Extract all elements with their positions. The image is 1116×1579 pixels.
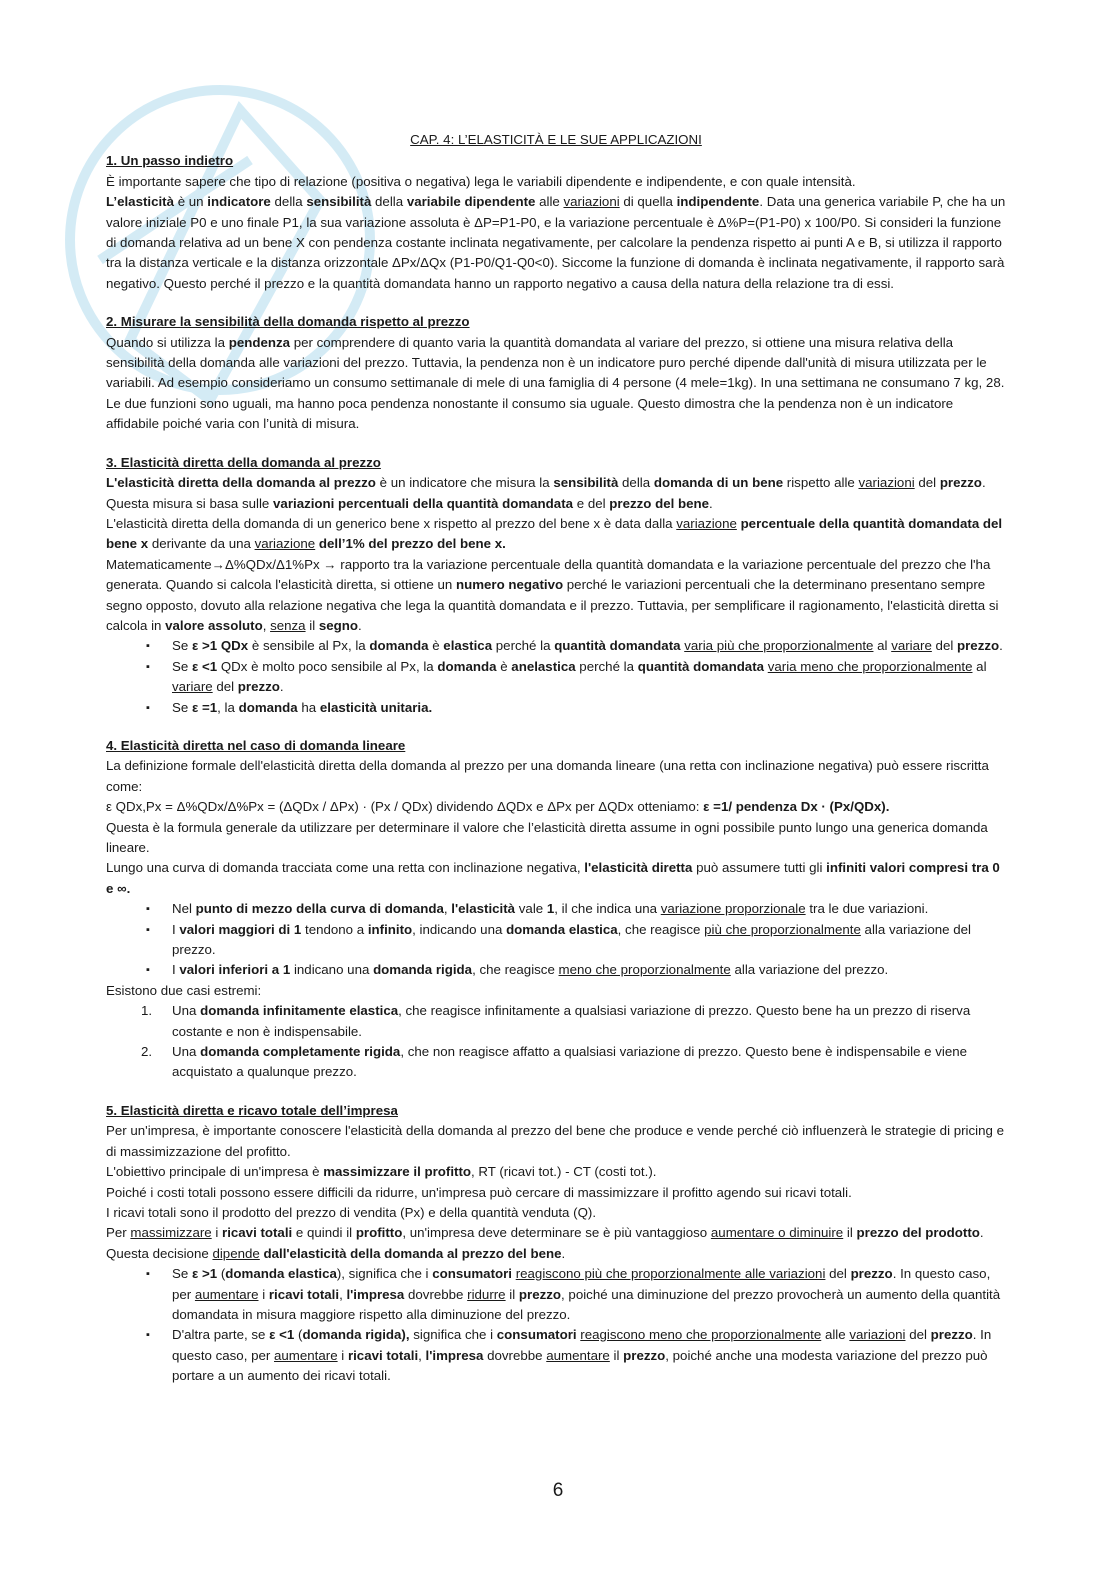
text-span: l'elasticità [451,901,516,917]
text-span: variazione proporzionale [660,901,806,917]
text-span: della [270,194,307,210]
text-span: reagiscono meno che proporzionalmente [580,1327,822,1343]
section-5 [106,1101,1006,1387]
text-span: Una [172,1044,201,1060]
section-3 [106,453,1006,718]
text-span: , il che indica una [554,901,661,917]
text-span: del [825,1266,851,1282]
text-span: I [172,921,180,937]
text-span: numero negativo [455,577,564,593]
text-span: aumentare [274,1347,338,1363]
section-4-numbered [106,1001,1006,1083]
text-span: ricavi totali [268,1286,340,1302]
text-span: prezzo [237,679,280,695]
text-span: è sensibile al Px, la [248,638,370,654]
text-span: il [505,1286,519,1302]
text-span: perché le variazioni percentuali che la determinano presentano sempre segno opposto, dovuto alla relazione negativa che lega la quantità domandata e il prezzo. Tuttavia, per semplificare il ragionamento, l'elasticità diretta si calcola in [106,577,999,633]
text-span: , la [217,699,239,715]
text-span: ricavi totali [222,1225,293,1241]
text-span: vale [515,901,547,917]
text-span: consumatori [432,1266,512,1282]
list-item [172,657,1006,698]
text-span: prezzo [939,475,982,491]
text-span: . [709,495,713,511]
text-span: ε <1 [191,658,218,674]
section-5-para-5 [106,1223,1006,1264]
text-span: e quindi il [292,1225,356,1241]
list-item [172,1325,1006,1386]
list-item [172,1264,1006,1325]
list-number: 1. [141,1003,153,1019]
section-3-heading: 3. Elasticità diretta della domanda al prezzo [106,454,381,470]
text-span: per comprendere di quanto varia la quantità domandata al variare del prezzo, si ottiene una misura relativa della sensibilità della domanda alle variazioni del prezzo. Tuttavia, la pendenza non è un indicatore puro perché dipende dall'unità di misura utilizzata per le variabili. Ad esempio consideriamo un consumo settimanale di mele di una famiglia di 4 persone (4 mele=1kg). In una settimana ne consumano 7 kg, 28. Le due funzioni sono uguali, ma hanno poca pendenza nonostante il consumo sia uguale. Questo dimostra che la pendenza non è un indicatore affidabile poiché varia con l’unità di misura. [106,334,1005,432]
text-span: L’elasticità [106,194,174,210]
text-span: del [212,679,238,695]
text-span: profitto [355,1225,403,1241]
text-span: . [358,617,362,633]
text-span: prezzo del bene [609,495,710,511]
section-5-para-2 [106,1162,1006,1182]
list-item [172,960,1006,980]
section-4-para-3: Questa è la formula generale da utilizzare per determinare il valore che l’elasticità diretta assume in ogni possibile punto lungo una generica domanda lineare. [106,819,988,855]
text-span: ε =1/ pendenza Dx · (Px/QDx). [703,799,890,815]
text-span: variare [891,638,932,654]
text-span: . [561,1245,566,1261]
text-span: variazione [676,515,737,531]
text-span: infiniti valori compresi tra 0 e ∞. [106,860,1000,896]
text-span: del [931,638,957,654]
text-span: consumatori [496,1327,577,1343]
text-span: . [999,638,1003,654]
text-span: D'altra parte, se [172,1327,270,1343]
text-span: domanda [437,658,497,674]
text-span: quantità domandata [554,638,681,654]
text-span: della [618,475,654,491]
section-4-bullets [106,899,1006,981]
text-span: , un'impresa deve determinare se è più vantaggioso [402,1225,711,1241]
text-span: Nel [172,901,196,917]
chapter-title: CAP. 4: L’ELASTICITÀ E LE SUE APPLICAZIONI [410,132,702,147]
text-span: Matematicamente→Δ%QDx/Δ1%Px → rapporto tra la variazione percentuale della quantità domandata e la variazione percentuale del prezzo che l'ha generata. Quando si calcola l'elasticità diretta, si ottiene un [106,556,991,593]
text-span: infinito [367,921,413,937]
text-span: varia meno che proporzionalmente [767,658,973,674]
text-span: , che reagisce [617,921,705,937]
text-span: dell’1% del prezzo del bene x. [318,536,506,552]
text-span: prezzo [930,1327,973,1343]
text-span: ridurre [467,1286,506,1302]
text-span: l'impresa [425,1347,484,1363]
text-span: significa che i [409,1327,497,1343]
text-span: . [279,679,284,695]
section-5-heading: 5. Elasticità diretta e ricavo totale dell’impresa [106,1102,398,1118]
text-span: tendono a [301,921,368,937]
text-span: massimizzare il profitto [323,1164,471,1180]
text-span: Lungo una curva di domanda tracciata come una retta con inclinazione negativa, [106,860,585,876]
text-span: L'elasticità diretta della domanda di un generico bene x rispetto al prezzo del bene x è data dalla [106,515,677,531]
text-span: indipendente [676,194,760,210]
text-span: prezzo [850,1266,893,1282]
text-span: ), significa che i [336,1266,433,1282]
text-span: , indicando una [412,921,507,937]
text-span: prezzo [623,1347,666,1363]
text-span: i [211,1225,223,1241]
text-span: Per [106,1225,131,1241]
text-span: L'elasticità diretta della domanda al prezzo [106,475,376,491]
list-item [141,1001,1006,1042]
text-span: . In questo caso, per [172,1327,992,1363]
section-2 [106,312,1006,434]
text-span: variazioni [849,1327,906,1343]
section-5-para-3: Poiché i costi totali possono essere difficili da ridurre, un'impresa può cercare di massimizzare il profitto agendo sui ricavi totali. [106,1184,852,1200]
text-span: ε <1 [269,1327,295,1343]
text-span: . Data una generica variabile P, che ha un valore iniziale P0 e uno finale P1, la sua variazione assoluta è ΔP=P1-P0, e la variazione percentuale è Δ%P=(P1-P0) x 100/P0. Si consideri la funzione di domanda relativa ad un bene X con pendenza costante inclinata negativamente, per calcolare la pendenza rispetto ai punti A e B, si utilizza il rapporto tra la distanza verticale e la distanza orizzontale ΔPx/ΔQx (P1-P0/Q1-Q0<0). Siccome la funzione di domanda è inclinata negativamente, il rapporto sarà negativo. Questo perché il prezzo e la quantità domandata hanno un rapporto negativo a causa della natura della relazione tra di essi. [106,194,1006,291]
text-span: i [337,1347,348,1363]
text-span: segno [318,617,359,633]
text-span: prezzo del prodotto [856,1225,980,1241]
section-2-body [106,333,1006,435]
text-span: è un indicatore che misura la [375,475,554,491]
text-span: ( [294,1327,303,1343]
text-span: alle [535,194,564,210]
section-4-para-1: La definizione formale dell'elasticità diretta della domanda al prezzo per una domanda lineare (una retta con inclinazione negativa) può essere riscritta come: [106,758,989,794]
document-page [106,130,1006,1405]
text-span: più che proporzionalmente [704,921,861,937]
list-item [172,899,1006,919]
section-1 [106,151,1006,294]
text-span: l'elasticità diretta [584,860,693,876]
text-span: al [873,638,892,654]
section-4-formula [106,797,1006,817]
text-span: del [914,475,940,491]
text-span: alla variazione del prezzo. [730,962,889,978]
text-span: elastica [443,638,493,654]
text-span: rispetto alle [783,475,859,491]
text-span: al [972,658,987,674]
section-3-para-1 [106,473,1006,514]
text-span: valori inferiori a 1 [179,962,291,978]
text-span: alle [821,1327,850,1343]
text-span: meno che proporzionalmente [558,962,731,978]
text-span: L'obiettivo principale di un'impresa è [106,1164,324,1180]
text-span: , poiché una diminuzione del prezzo provocherà un aumento della quantità domandata in misura maggiore rispetto alla diminuzione del prezzo. [172,1286,1001,1322]
text-span: , [418,1347,426,1363]
text-span: , RT (ricavi tot.) - CT (costi tot.). [471,1164,657,1180]
text-span: perché la [575,658,638,674]
text-span: elasticità unitaria. [319,699,433,715]
text-span: ha [297,699,320,715]
text-span: anelastica [511,658,576,674]
section-4-para-5: Esistono due casi estremi: [106,982,262,998]
text-span: variazioni [563,194,620,210]
text-span: quantità domandata [637,658,765,674]
text-span: , che non reagisce affatto a qualsiasi variazione di prezzo. Questo bene è indispensabile e viene acquistato a qualunque prezzo. [172,1044,968,1080]
text-span: Una [172,1003,201,1019]
text-span: massimizzare [130,1225,212,1241]
text-span: indicatore [207,194,271,210]
text-span: il [843,1225,857,1241]
text-span: Quando si utilizza la [106,334,229,350]
text-span: , [443,901,452,917]
text-span: valori maggiori di 1 [179,921,302,937]
section-5-para-4: I ricavi totali sono il prodotto del prezzo di vendita (Px) e della quantità venduta (Q). [106,1204,597,1220]
text-span: del [905,1327,931,1343]
text-span: indicano una [290,962,374,978]
text-span: . In questo caso, per [172,1266,991,1302]
section-3-para-2 [106,514,1006,555]
text-span: senza [270,617,306,633]
text-span: variazione [254,536,316,552]
text-span: , [339,1286,347,1302]
text-span: ε QDx,Px = Δ%QDx/Δ%Px = (ΔQDx / ΔPx) · (Px / QDx) dividendo ΔQDx e ΔPx per ΔQDx otteniamo: [106,799,704,815]
text-span: derivante da una [148,536,255,552]
text-span: perché la [492,638,555,654]
text-span: può assumere tutti gli [692,860,827,876]
section-4-heading: 4. Elasticità diretta nel caso di domanda lineare [106,737,406,753]
text-span: sensibilità [553,475,619,491]
text-span: ricavi totali [347,1347,419,1363]
text-span: pendenza [228,334,291,350]
text-span: il [609,1347,624,1363]
text-span: ε >1 [191,1266,218,1282]
text-span: domanda [369,638,429,654]
text-span: domanda elastica [506,921,618,937]
text-span: ε =1 [191,699,218,715]
text-span: di quella [619,194,677,210]
page-number: 6 [552,1480,564,1501]
text-span: prezzo [957,638,1000,654]
text-span: ε >1 QDx [191,638,249,654]
text-span: della [371,194,407,210]
text-span: ( [217,1266,226,1282]
section-1-heading: 1. Un passo indietro [106,153,234,169]
section-5-para-1: Per un'impresa, è importante conoscere l'elasticità della domanda al prezzo del bene che produce e vende perché ciò influenzerà le strategie di pricing e di massimizzazione del profitto. [106,1123,1004,1159]
text-span: varia più che proporzionalmente [684,638,874,654]
text-span: . Questa decisione [106,1225,984,1261]
text-span: domanda completamente rigida [200,1044,401,1060]
text-span: valore assoluto [165,617,263,633]
list-item [172,698,1006,718]
text-span: variazioni percentuali della quantità domandata [273,495,574,511]
text-span: domanda rigida), [302,1327,410,1343]
text-span: dovrebbe [404,1286,468,1302]
text-span: dipende [212,1245,260,1261]
text-span: Se [172,658,192,674]
text-span: domanda elastica [225,1266,337,1282]
text-span: domanda di un bene [653,475,784,491]
text-span: , poiché anche una modesta variazione del prezzo può portare a un aumento dei ricavi totali. [172,1347,988,1384]
text-span: punto di mezzo della curva di domanda [195,901,444,917]
text-span: Se [172,638,192,654]
list-item [141,1042,1006,1083]
list-item [172,636,1006,656]
section-3-bullets [106,636,1006,718]
text-span: variazioni [858,475,915,491]
section-3-para-3 [106,555,1006,637]
section-1-body [106,192,1006,294]
section-1-intro: È importante sapere che tipo di relazione (positiva o negativa) lega le variabili dipendente e indipendente, e con quale intensità. [106,173,856,189]
text-span: Se [172,699,192,715]
text-span: Se [172,1266,192,1282]
text-span: , che reagisce infinitamente a qualsiasi variazione di prezzo. Questo bene ha un prezzo di riserva costante e non è indispensabile. [172,1003,971,1039]
text-span: l'impresa [346,1286,405,1302]
text-span: e del [573,495,610,511]
text-span: i [258,1286,269,1302]
text-span: variabile dipendente [406,194,536,210]
text-span: è [428,638,444,654]
text-span: è [496,658,512,674]
list-item [172,920,1006,961]
list-number: 2. [141,1044,153,1060]
text-span: prezzo [518,1286,562,1302]
text-span: è un [174,194,208,210]
text-span: tra le due variazioni. [805,901,929,917]
text-span: domanda [238,699,298,715]
text-span: aumentare [194,1286,259,1302]
section-4-para-4 [106,858,1006,899]
text-span: reagiscono più che proporzionalmente alle variazioni [515,1266,826,1282]
text-span: percentuale della quantità domandata del bene x [106,515,1003,552]
text-span: domanda rigida [373,962,473,978]
section-4 [106,736,1006,1083]
text-span: 1 [546,901,555,917]
text-span: aumentare [546,1347,610,1363]
text-span: domanda infinitamente elastica [200,1003,399,1019]
text-span: dall'elasticità della domanda al prezzo del bene [263,1245,562,1261]
section-5-bullets [106,1264,1006,1386]
text-span: , che reagisce [472,962,559,978]
text-span: sensibilità [306,194,372,210]
section-2-heading: 2. Misurare la sensibilità della domanda rispetto al prezzo [106,314,470,330]
text-span: I [172,962,180,978]
text-span: aumentare o diminuire [710,1225,844,1241]
text-span: alla variazione del prezzo. [172,921,971,958]
text-span: il [305,617,319,633]
text-span: . Questa misura si basa sulle [106,475,986,511]
text-span: QDx è molto poco sensibile al Px, la [217,658,438,674]
text-span: , [262,617,271,633]
text-span: variare [172,679,213,695]
text-span: dovrebbe [483,1347,547,1363]
